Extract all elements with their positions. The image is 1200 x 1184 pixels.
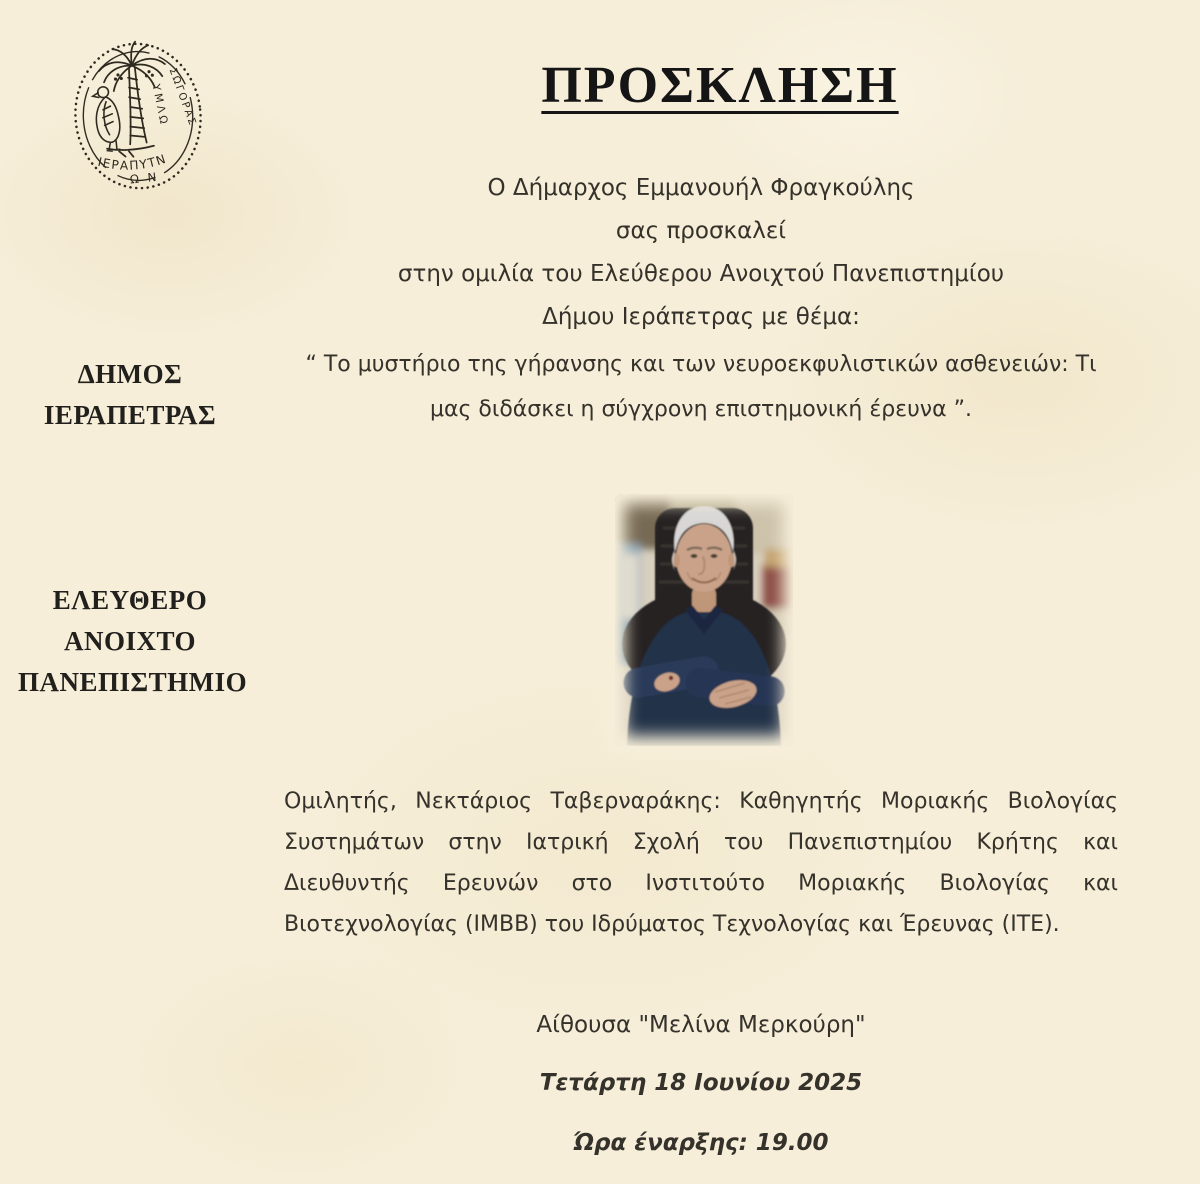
municipality-line: ΙΕΡΑΠΕΤΡΑΣ <box>43 400 217 430</box>
speaker-portrait-illustration <box>615 494 793 746</box>
municipality-coin-logo <box>64 34 212 198</box>
ancient-coin-icon <box>64 34 212 198</box>
eagle-icon <box>92 85 123 152</box>
theme-line: μας διδάσκει η σύγχρονη επιστημονική έρευνα ”. <box>430 397 972 422</box>
sidebar-university-label <box>18 580 248 703</box>
event-venue: Αίθουσα "Μελίνα Μερκούρη" <box>536 1012 866 1038</box>
university-line: ΕΛΕΥΘΕΡΟ <box>52 585 208 615</box>
speaker-bio-line: Βιοτεχνολογίας (ΙΜΒΒ) του Ιδρύματος Τεχνολογίας και Έρευνας (ΙΤΕ). <box>284 912 1060 937</box>
university-line: ΠΑΝΕΠΙΣΤΗΜΙΟ <box>18 667 248 697</box>
coin-outer-letters: ΣΩΓΟΡΑΣ <box>166 66 199 129</box>
municipality-line: ΔΗΜΟΣ <box>77 359 183 389</box>
coin-bottom-inscription-2: ΩΝ <box>129 168 166 187</box>
event-time: Ώρα έναρξης: 19.00 <box>573 1130 829 1156</box>
coin-inner-letters: ΥΜΛΩ <box>149 82 172 128</box>
event-date: Τετάρτη 18 Ιουνίου 2025 <box>539 1070 863 1096</box>
university-line: ΑΝΟΙΧΤΟ <box>63 626 197 656</box>
speaker-photo <box>615 494 793 746</box>
lecture-theme <box>284 342 1118 432</box>
sidebar-municipality-label <box>18 354 242 436</box>
coin-bottom-inscription: ΙΕΡΑΠΥΤΝ <box>96 151 169 173</box>
theme-line: “ Το μυστήριο της γήρανσης και των νευροεκφυλιστικών ασθενειών: Τι <box>305 352 1097 377</box>
intro-line: σας προσκαλεί <box>615 218 787 244</box>
intro-line: Δήμου Ιεράπετρας με θέμα: <box>542 304 860 330</box>
page-title: ΠΡΟΣΚΛΗΣΗ <box>541 57 899 114</box>
speaker-bio-line: Ομιλητής, Νεκτάριος Ταβερναράκης: Καθηγητής Μοριακής Βιολογίας <box>284 789 1118 814</box>
speaker-bio-line: Συστημάτων στην Ιατρική Σχολή του Πανεπιστημίου Κρήτης και <box>284 830 1118 855</box>
invitation-intro <box>284 167 1118 339</box>
intro-line: στην ομιλία του Ελεύθερου Ανοιχτού Πανεπιστημίου <box>397 261 1005 287</box>
speaker-bio <box>284 781 1118 945</box>
speaker-bio-line: Διευθυντής Ερευνών στο Ινστιτούτο Μοριακής Βιολογίας και <box>284 871 1118 896</box>
intro-line: Ο Δήμαρχος Εμμανουήλ Φραγκούλης <box>487 175 915 201</box>
